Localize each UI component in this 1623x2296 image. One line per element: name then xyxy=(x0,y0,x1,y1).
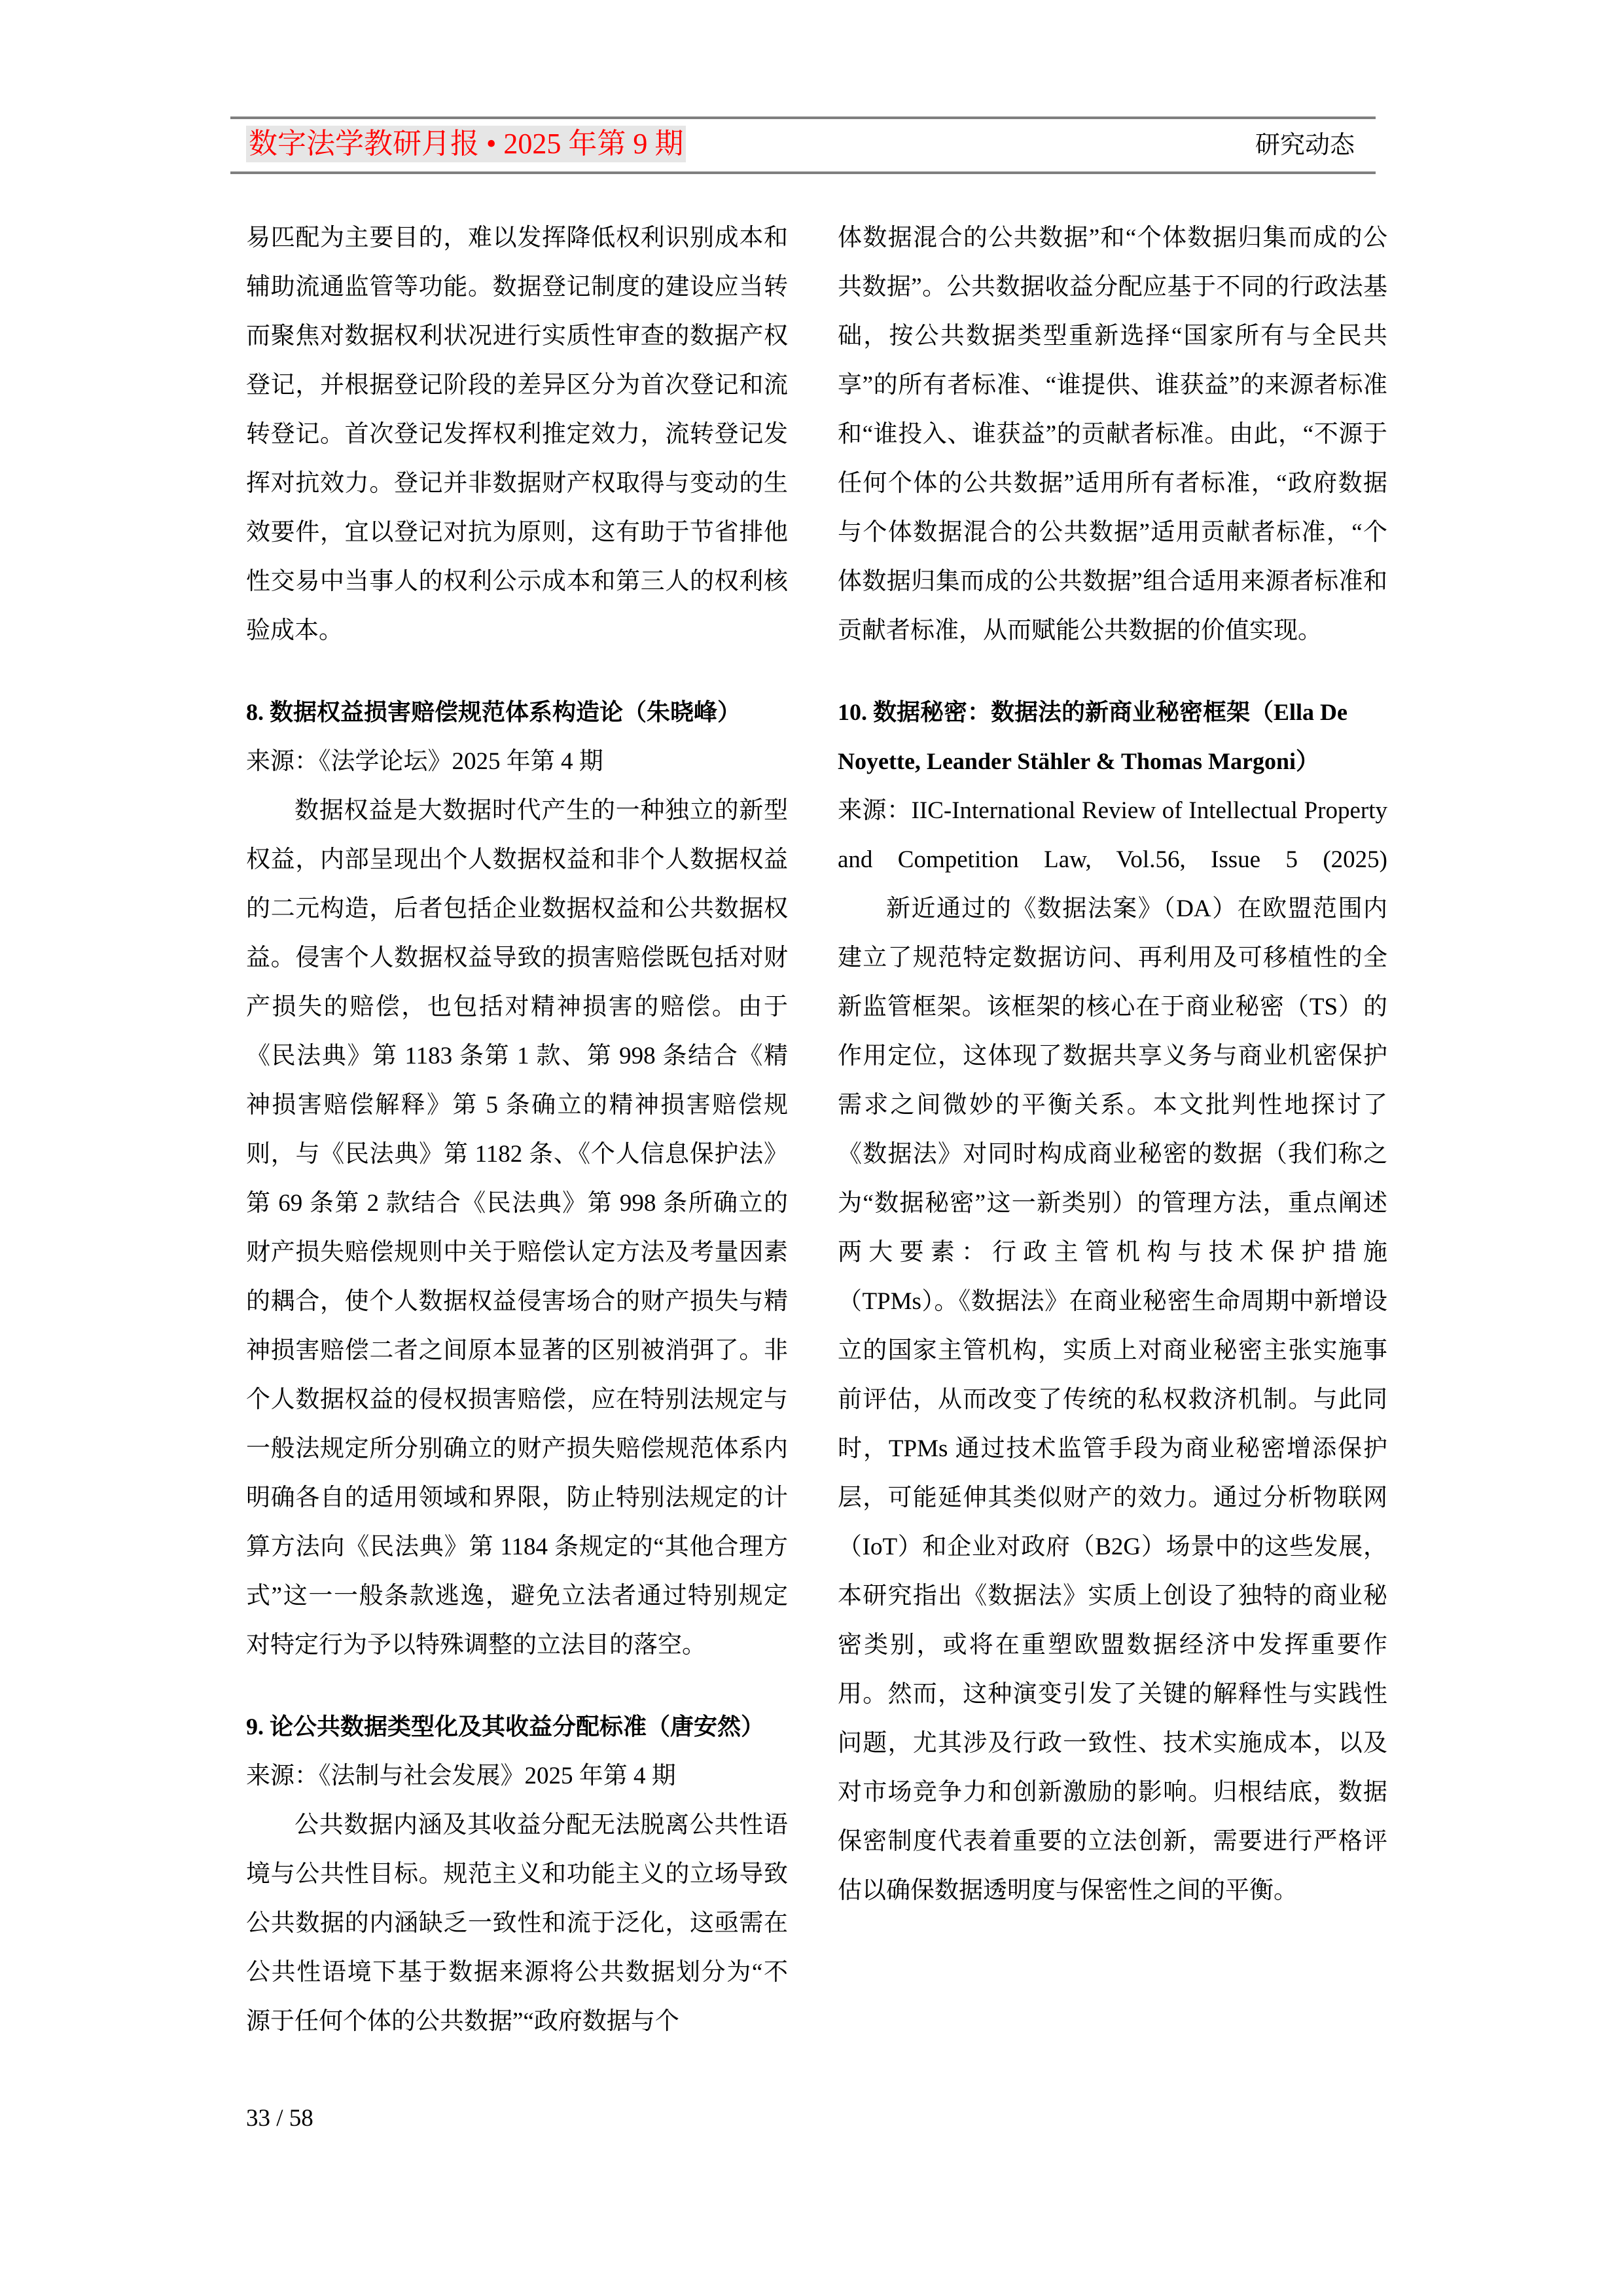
left-column xyxy=(246,213,788,2046)
article8-abstract: 数据权益是大数据时代产生的一种独立的新型权益，内部呈现出个人数据权益和非个人数据权益的二元构造，后者包括企业数据权益和公共数据权益。侵害个人数据权益导致的损害赔偿既包括对财产损失的赔偿，也包括对精神损害的赔偿。由于《民法典》第 1183 条第 1 款、第 998 条结合《精神损害赔偿解释》第 5 条确立的精神损害赔偿规则，与《民法典》第 1182 条、《个人信息保护法》第 69 条第 2 款结合《民法典》第 998 条所确立的财产损失赔偿规则中关于赔偿认定方法及考量因素的耦合，使个人数据权益侵害场合的财产损失与精神损害赔偿二者之间原本显著的区别被消弭了。非个人数据权益的侵权损害赔偿，应在特别法规定与一般法规定所分别确立的财产损失赔偿规范体系内明确各自的适用领域和界限，防止特别法规定的计算方法向《民法典》第 1184 条规定的“其他合理方式”这一一般条款逃逸，避免立法者通过特别规定对特定行为予以特殊调整的立法目的落空。 xyxy=(246,797,788,1659)
article10-title: 10. 数据秘密：数据法的新商业秘密框架（Ella De Noyette, Leander Stähler & Thomas Margoni） xyxy=(838,699,1347,774)
header-top-rule xyxy=(230,117,1376,119)
article9-source: 来源：《法制与社会发展》2025 年第 4 期 xyxy=(246,1763,676,1789)
article8-source: 来源：《法学论坛》2025 年第 4 期 xyxy=(246,748,603,775)
article7-continuation: 易匹配为主要目的，难以发挥降低权利识别成本和辅助流通监管等功能。数据登记制度的建设应当转而聚焦对数据权利状况进行实质性审查的数据产权登记，并根据登记阶段的差异区分为首次登记和流转登记。首次登记发挥权利推定效力，流转登记发挥对抗效力。登记并非数据财产权取得与变动的生效要件，宜以登记对抗为原则，这有助于节省排他性交易中当事人的权利公示成本和第三人的权利核验成本。 xyxy=(246,224,788,644)
article10-source: 来源：IIC-International Review of Intellectual Property and Competition Law, Vol.56, Issue 5 (2025) xyxy=(838,797,1387,873)
section-label: 研究动态 xyxy=(1255,132,1355,159)
header-bottom-rule xyxy=(230,171,1376,174)
article9-title: 9. 论公共数据类型化及其收益分配标准（唐安然） xyxy=(246,1713,765,1740)
publication-title: 数字法学教研月报 • 2025 年第 9 期 xyxy=(246,126,686,162)
article9-abstract-continuation: 体数据混合的公共数据”和“个体数据归集而成的公共数据”。公共数据收益分配应基于不同的行政法基础，按公共数据类型重新选择“国家所有与全民共享”的所有者标准、“谁提供、谁获益”的来源者标准和“谁投入、谁获益”的贡献者标准。由此，“不源于任何个体的公共数据”适用所有者标准，“政府数据与个体数据混合的公共数据”适用贡献者标准，“个体数据归集而成的公共数据”组合适用来源者标准和贡献者标准，从而赋能公共数据的价值实现。 xyxy=(838,224,1387,644)
article9-abstract-part1: 公共数据内涵及其收益分配无法脱离公共性语境与公共性目标。规范主义和功能主义的立场导致公共数据的内涵缺乏一致性和流于泛化，这亟需在公共性语境下基于数据来源将公共数据划分为“不源于任何个体的公共数据”“政府数据与个 xyxy=(246,1812,788,2035)
article8-title: 8. 数据权益损害赔偿规范体系构造论（朱晓峰） xyxy=(246,699,741,725)
article10-abstract: 新近通过的《数据法案》（DA）在欧盟范围内建立了规范特定数据访问、再利用及可移植性的全新监管框架。该框架的核心在于商业秘密（TS）的作用定位，这体现了数据共享义务与商业机密保护需求之间微妙的平衡关系。本文批判性地探讨了《数据法》对同时构成商业秘密的数据（我们称之为“数据秘密”这一新类别）的管理方法，重点阐述两大要素：行政主管机构与技术保护措施（TPMs）。《数据法》在商业秘密生命周期中新增设立的国家主管机构，实质上对商业秘密主张实施事前评估，从而改变了传统的私权救济机制。与此同时，TPMs 通过技术监管手段为商业秘密增添保护层，可能延伸其类似财产的效力。通过分析物联网（IoT）和企业对政府（B2G）场景中的这些发展，本研究指出《数据法》实质上创设了独特的商业秘密类别，或将在重塑欧盟数据经济中发挥重要作用。然而，这种演变引发了关键的解释性与实践性问题，尤其涉及行政一致性、技术实施成本，以及对市场竞争力和创新激励的影响。归根结底，数据保密制度代表着重要的立法创新，需要进行严格评估以确保数据透明度与保密性之间的平衡。 xyxy=(838,895,1387,1904)
page-number: 33 / 58 xyxy=(246,2105,313,2132)
right-column xyxy=(838,213,1387,1915)
